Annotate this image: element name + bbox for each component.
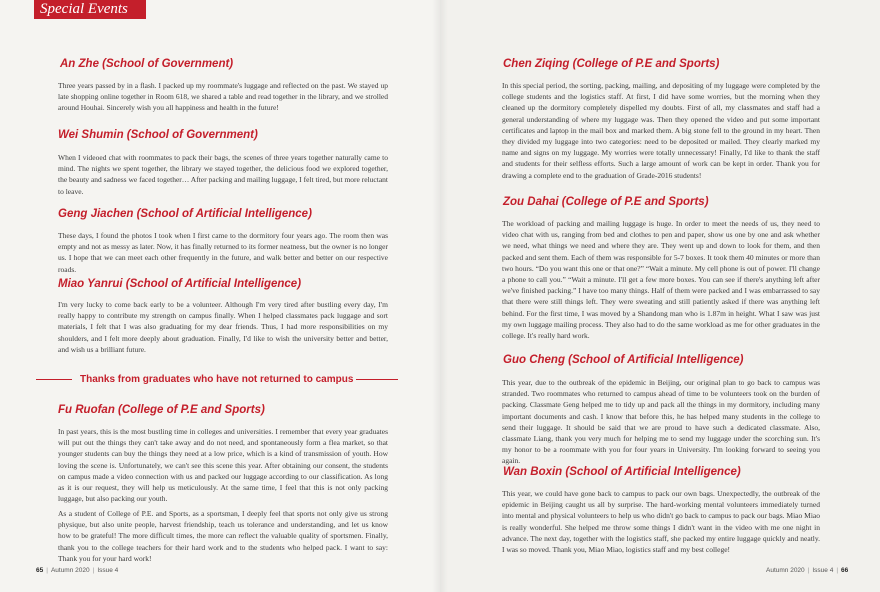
entry-text: In past years, this is the most bustling time in colleges and universities. I remember that every year graduates will put out the things they can't take away and do not need, and spontaneously form a flea market, so that younger students can buy the things they need at a low price, which is a kind of transmission of youth. How loving the scene is. Unfortunately, we can't see this scene this year. After obtaining our consent, the students on campus made a video connection with us and packed our luggage according to our classification. As long as it is our request, they will help us meticulously. At the same time, I feel that this is not only packing luggage, but also packing our youth. xyxy=(58,427,388,504)
entry-heading: Fu Ruofan (College of P.E and Sports) xyxy=(58,404,265,416)
issue-season: Autumn 2020 xyxy=(50,567,90,574)
divider-rule xyxy=(36,379,72,380)
spine-gutter xyxy=(432,0,448,592)
entry-text: As a student of College of P.E. and Sports, as a sportsman, I deeply feel that sports not only give us strong physique, but also unite people, harvest friendship, teach us tolerance and understanding, and let us know how to be grateful! The more difficult times, the more can reflect the valuable quality of sportsmen. Finally, thank you to the college teachers for their hard work and to the students who helped pack. I want to say: Thank you for your hard work! xyxy=(58,509,388,563)
section-tab: Special Events xyxy=(34,0,146,19)
entry-text: This year, we could have gone back to campus to pack our own bags. Unexpectedly, the outbreak of the epidemic in Beijing caught us all by surprise. The hard-working mental volunteers immediately turned into mental and physical volunteers to help us who didn't go back to campus to pack our bags. Miao Miao is really wonderful. She helped me throw some things I didn't want in the video with me one night in advance. The next day, together with the logistics staff, she packed my entire luggage quickly and neatly. I was so moved. Thank you, Miao Miao, logistics staff and my best college! xyxy=(502,489,820,555)
entry-heading: Zou Dahai (College of P.E and Sports) xyxy=(503,196,709,208)
page-footer: Autumn 2020 | Issue 4 | 66 xyxy=(766,567,849,574)
section-divider xyxy=(36,372,398,388)
page-footer: 65 | Autumn 2020 | Issue 4 xyxy=(36,567,119,574)
entry-heading: Guo Cheng (School of Artificial Intelligence) xyxy=(503,354,744,366)
entry-heading: An Zhe (School of Government) xyxy=(60,58,234,70)
entry-text: The workload of packing and mailing luggage is huge. In order to meet the needs of us, they need to video chat with us, ranging from bed and clothes to pen and paper, show us one by one and ask whether we need, what things we need and where they are. They went up and down to look for them, and then packed and sent them. Each of them was responsible for 5-7 boxes. It took them 40 minutes or more than two hours. “Do you want this one or that one?” “Wait a minute. My cell phone is out of power. I'll change a phone to call you.” “Wait a minute. I'll get a few more boxes. You can see if there's anything left after we've finished packing.” I have too many things. Half of them were packed and I was embarrassed to say that there were still things left. They were sweating and still patiently asked if there was anything left behind. For the first time, I was moved by a Shandong man who is 1.87m in height. What I saw was just my own luggage mailing process. They also had to do the same workload as me for other graduates in the college. It's really hard work. xyxy=(502,219,820,341)
entry-heading: Wei Shumin (School of Government) xyxy=(58,129,258,141)
entry-heading: Miao Yanrui (School of Artificial Intelligence) xyxy=(58,278,302,290)
entry-heading: Wan Boxin (School of Artificial Intelligence) xyxy=(503,466,741,478)
issue-number: Issue 4 xyxy=(97,567,119,574)
entry-text: These days, I found the photos I took when I first came to the dormitory four years ago. The room then was empty and not as messy as later. Now, it has finally returned to its former neatness, but the owner is no longer us. I hope that we can meet each other frequently in the future, and walk better and better on our respective roads. xyxy=(58,231,388,274)
issue-number: Issue 4 xyxy=(812,567,834,574)
entry-text: I'm very lucky to come back early to be a volunteer. Although I'm very tired after bustling every day, I'm really happy to contribute my strength on campus finally. When I helped classmates pack luggage and sort materials, I felt that I was also graduating for my dear friends. Thus, I had more responsibilities on my shoulders, and I felt more deeply about graduation. Finally, I'd like to wish the university better and better, and wish us a brilliant future. xyxy=(58,300,388,354)
page-number: 65 xyxy=(36,567,44,574)
entry-text: Three years passed by in a flash. I packed up my roommate's luggage and reflected on the past. We stayed up late shopping online together in Room 618, we shared a table and read together in the library, and we strolled around Houhai. Sincerely wish you all happiness and health in the future! xyxy=(58,81,388,113)
issue-season: Autumn 2020 xyxy=(766,567,805,574)
divider-title: Thanks from graduates who have not returned to campus xyxy=(80,374,354,385)
entry-heading: Chen Ziqing (College of P.E and Sports) xyxy=(503,58,720,70)
entry-text: This year, due to the outbreak of the epidemic in Beijing, our original plan to go back to campus was stranded. Two roommates who returned to campus ahead of time to be volunteers took on the burden of packing. Classmate Geng helped me to tidy up and pack all the things in my dormitory, including many important documents and cash. I know that before this, he has helped many students in the college to send their luggage. It should be said that we are proud to have such a dedicated classmate. Also, classmate Liang, thank you very much for helping me to send my luggage under the scorching sun. It's my honor to be a roommate with you for four years in University. I'm looking forward to seeing you again. xyxy=(502,378,820,466)
divider-rule xyxy=(356,379,398,380)
entry-text: When I videoed chat with roommates to pack their bags, the scenes of three years together naturally came to mind. The nights we spent together, the library we stayed together, the delicious food we explored together, the beauty and sadness we faced together… After packing and mailing luggage, I felt tired, but more reluctant to leave. xyxy=(58,153,388,196)
entry-text: In this special period, the sorting, packing, mailing, and depositing of my luggage were completed by the college students and the logistics staff. At first, I did have some worries, but the morning when they cleaned up the dormitory completely dispelled my doubts. First of all, my classmates and staff had a general understanding of where my luggage was. Then they opened the video and put some important certificates and laptop in the mail box and marked them. A big stone fell to the ground in my heart. Then they divided my luggage into two categories: need to be deposited or mailed. They clearly marked my name and signs on my luggage. My worries were totally unnecessary! Finally, I'd like to thank the staff and students for their selfless efforts. Such a large amount of work can be kept in order. Thank you for drawing a complete end to the graduation of Grade-2016 students! xyxy=(502,81,820,180)
page-number: 66 xyxy=(841,567,849,574)
entry-heading: Geng Jiachen (School of Artificial Intelligence) xyxy=(58,208,312,220)
